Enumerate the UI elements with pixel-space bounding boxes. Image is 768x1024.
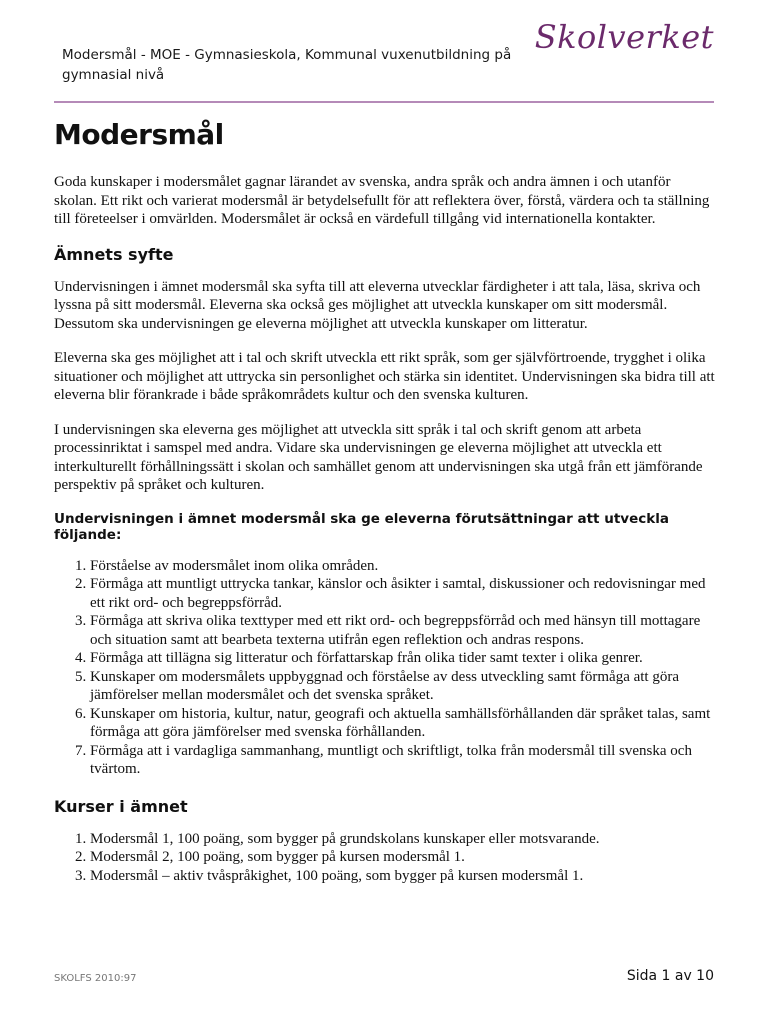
intro-paragraph: Goda kunskaper i modersmålet gagnar lärandet av svenska, andra språk och andra ämnen i och utanför skolan. Ett rikt och varierat modersmål är betydelsefullt för att reflektera över, förstå, värdera och ta ställning till företeelser i omvärlden. Modersmålet är också en värdefull tillgång vid internationella kontakter.	[54, 174, 710, 227]
list-item: 3. Modersmål – aktiv tvåspråkighet, 100 poäng, som bygger på kursen modersmål 1.	[90, 867, 716, 886]
purpose-paragraph-1: Undervisningen i ämnet modersmål ska syfta till att eleverna utvecklar färdigheter i att tala, läsa, skriva och lyssna på sitt modersmål. Eleverna ska också ges möjlighet att utveckla kunskaper om sitt modersmål. Dessutom ska undervisningen ge eleverna möjlighet att utveckla kunskaper om litteratur.	[54, 278, 701, 332]
list-item: 6. Kunskaper om historia, kultur, natur, geografi och aktuella samhällsförhållanden där språket talas, samt förmåga att göra jämförelser med svenska förhållanden.	[90, 705, 716, 742]
skolverket-logo: Skolverket	[534, 18, 714, 56]
footer-page-number: Sida 1 av 10	[626, 968, 714, 984]
purpose-heading: Ämnets syfte	[54, 244, 174, 264]
list-item: 7. Förmåga att i vardagliga sammanhang, muntligt och skriftligt, tolka från modersmål till svenska och tvärtom.	[90, 742, 716, 779]
list-item: 5. Kunskaper om modersmålets uppbyggnad och förståelse av dess utveckling samt förmåga att göra jämförelser mellan modersmålet och det svenska språket.	[90, 668, 716, 705]
list-item: 2. Modersmål 2, 100 poäng, som bygger på kursen modersmål 1.	[90, 848, 716, 867]
courses-list	[54, 830, 716, 886]
list-item: 3. Förmåga att skriva olika texttyper med ett rikt ord- och begreppsförråd och med hänsyn till mottagare och situation samt att bearbeta texterna utifrån egen reflektion och andras respons.	[90, 612, 716, 649]
courses-heading: Kurser i ämnet	[54, 796, 188, 816]
list-item: 2. Förmåga att muntligt uttrycka tankar, känslor och åsikter i samtal, diskussioner och redovisningar med ett rikt ord- och begreppsförråd.	[90, 575, 716, 612]
page-content	[54, 118, 716, 903]
list-item: 1. Modersmål 1, 100 poäng, som bygger på grundskolans kunskaper eller motsvarande.	[90, 830, 716, 849]
purpose-paragraph-3: I undervisningen ska eleverna ges möjlighet att utveckla sitt språk i tal och skrift genom att arbeta processinriktat i samspel med andra. Vidare ska undervisningen ge eleverna möjlighet att utveckla ett interkulturellt förhållningssätt i skolan och samhället genom att undervisningen ska utgå från ett jämförande perspektiv på språket och kulturen.	[54, 421, 703, 493]
goals-heading: Undervisningen i ämnet modersmål ska ge eleverna förutsättningar att utveckla följande:	[54, 510, 669, 543]
list-item: 1. Förståelse av modersmålet inom olika områden.	[90, 557, 716, 576]
document-header-subtitle: Modersmål - MOE - Gymnasieskola, Kommunal vuxenutbildning på gymnasial nivå	[62, 47, 512, 83]
purpose-paragraph-2: Eleverna ska ges möjlighet att i tal och skrift utveckla ett rikt språk, som ger självförtroende, trygghet i olika situationer och möjlighet att uttrycka sin personlighet och stärka sin identitet. Undervisningen ska bidra till att eleverna blir förankrade i både språkområdets kultur och den svenska kulturen.	[54, 350, 715, 403]
goals-list	[54, 557, 716, 779]
page-title: Modersmål	[54, 118, 224, 151]
footer-document-code: SKOLFS 2010:97	[54, 973, 137, 984]
list-item: 4. Förmåga att tillägna sig litteratur och författarskap från olika tider samt texter i olika genrer.	[90, 649, 716, 668]
header-divider	[54, 101, 714, 103]
